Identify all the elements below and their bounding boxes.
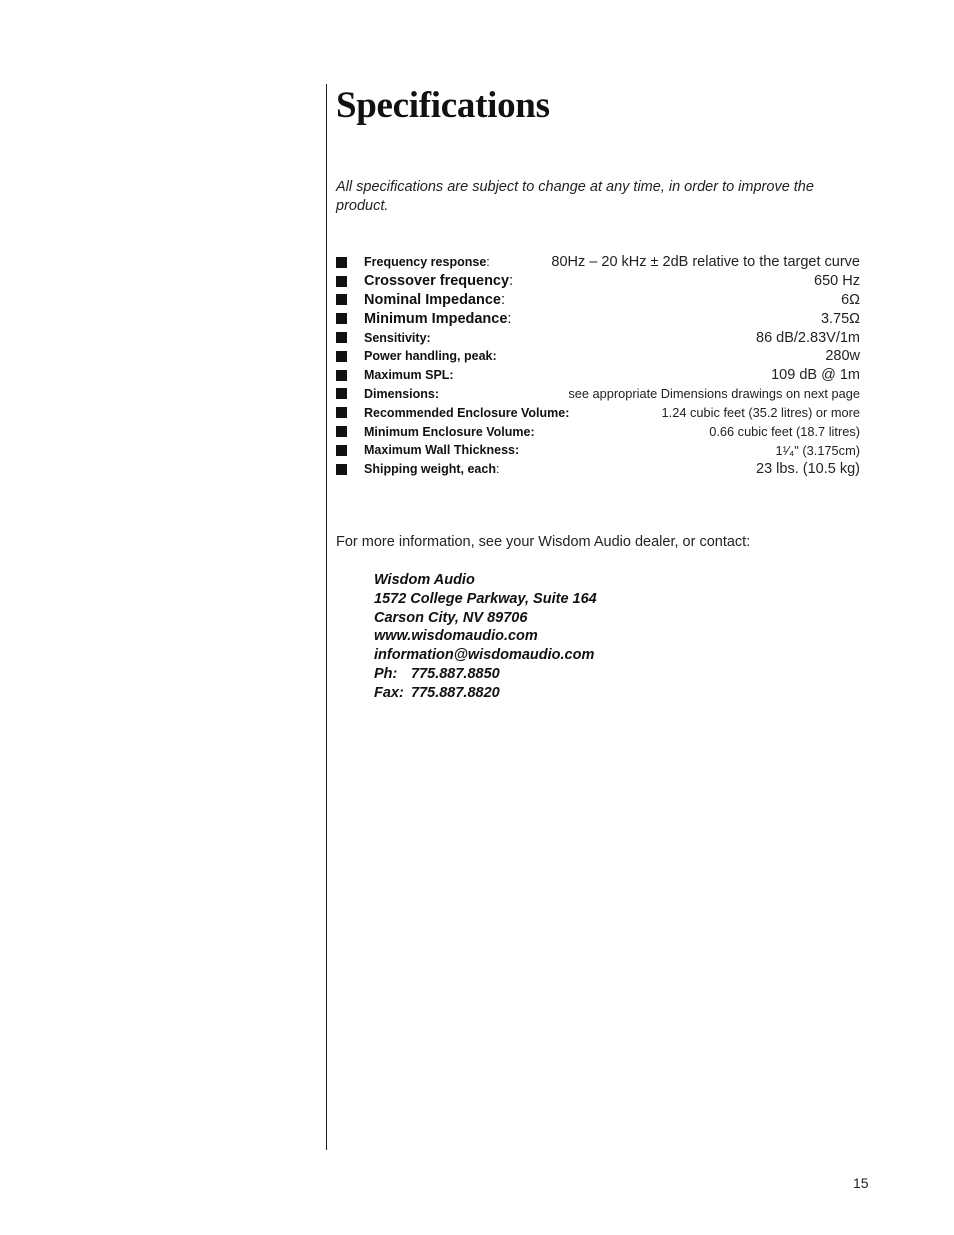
street-address: 1572 College Parkway, Suite 164: [374, 590, 597, 607]
spec-value: 3.75Ω: [820, 310, 860, 327]
square-bullet-icon: [336, 276, 347, 287]
spec-row-maximum-spl: [336, 366, 860, 385]
spec-row-shipping-weight: [336, 460, 860, 479]
spec-label: Sensitivity:: [364, 330, 431, 345]
square-bullet-icon: [336, 445, 347, 456]
spec-row-frequency-response: [336, 253, 860, 272]
square-bullet-icon: [336, 351, 347, 362]
fax-number: 775.887.8820: [411, 684, 500, 701]
phone-label: Ph:: [374, 665, 398, 682]
spec-row-nominal-impedance: [336, 291, 860, 310]
square-bullet-icon: [336, 257, 347, 268]
square-bullet-icon: [336, 294, 347, 305]
spec-label: Dimensions:: [364, 386, 440, 401]
spec-row-minimum-impedance: [336, 309, 860, 328]
spec-value: 1¹⁄₄" (3.175cm): [775, 442, 860, 458]
spec-row-recommended-enclosure-volume: [336, 403, 860, 422]
spec-value: 86 dB/2.83V/1m: [756, 329, 860, 346]
square-bullet-icon: [336, 464, 347, 475]
spec-label: Maximum SPL:: [364, 368, 454, 383]
spec-label: Nominal Impedance:: [364, 291, 506, 308]
spec-value: 650 Hz: [814, 273, 860, 290]
spec-row-dimensions: [336, 385, 860, 404]
spec-value: 6Ω: [841, 291, 860, 308]
fax-line: [374, 684, 597, 703]
spec-row-sensitivity: [336, 328, 860, 347]
vertical-rule: [326, 84, 327, 1150]
square-bullet-icon: [336, 426, 347, 437]
spec-value: 23 lbs. (10.5 kg): [756, 461, 860, 478]
company-name: Wisdom Audio: [374, 572, 475, 588]
spec-label: Shipping weight, each:: [364, 462, 500, 477]
contact-address-block: [374, 571, 597, 703]
spec-label: Maximum Wall Thickness:: [364, 443, 520, 458]
spec-row-crossover-frequency: [336, 272, 860, 291]
website-link[interactable]: www.wisdomaudio.com: [374, 628, 538, 645]
square-bullet-icon: [336, 313, 347, 324]
spec-value: 280w: [825, 348, 860, 365]
square-bullet-icon: [336, 407, 347, 418]
spec-label: Minimum Impedance:: [364, 310, 512, 327]
spec-label: Frequency response:: [364, 255, 490, 270]
contact-intro: For more information, see your Wisdom Audio dealer, or contact:: [336, 534, 751, 550]
square-bullet-icon: [336, 388, 347, 399]
spec-label: Power handling, peak:: [364, 349, 497, 364]
email-link[interactable]: information@wisdomaudio.com: [374, 647, 595, 664]
phone-number: 775.887.8850: [411, 665, 500, 682]
city-state-zip: Carson City, NV 89706: [374, 609, 528, 626]
spec-row-maximum-wall-thickness: [336, 441, 860, 460]
square-bullet-icon: [336, 370, 347, 381]
page-number: 15: [853, 1175, 869, 1191]
spec-row-power-handling: [336, 347, 860, 366]
spec-label: Crossover frequency:: [364, 273, 514, 290]
square-bullet-icon: [336, 332, 347, 343]
phone-line: [374, 665, 597, 684]
spec-row-minimum-enclosure-volume: [336, 422, 860, 441]
spec-value: see appropriate Dimensions drawings on next page: [568, 386, 860, 402]
page-title: Specifications: [336, 85, 550, 126]
spec-value: 0.66 cubic feet (18.7 litres): [709, 424, 860, 440]
spec-label: Recommended Enclosure Volume:: [364, 405, 570, 420]
spec-label: Minimum Enclosure Volume:: [364, 424, 535, 439]
spec-value: 80Hz – 20 kHz ± 2dB relative to the target curve: [551, 254, 860, 271]
disclaimer-text: All specifications are subject to change at any time, in order to improve the product.: [336, 179, 814, 214]
spec-value: 1.24 cubic feet (35.2 litres) or more: [661, 405, 860, 421]
fax-label: Fax:: [374, 684, 404, 701]
spec-value: 109 dB @ 1m: [771, 367, 860, 384]
spec-list: [336, 253, 860, 479]
